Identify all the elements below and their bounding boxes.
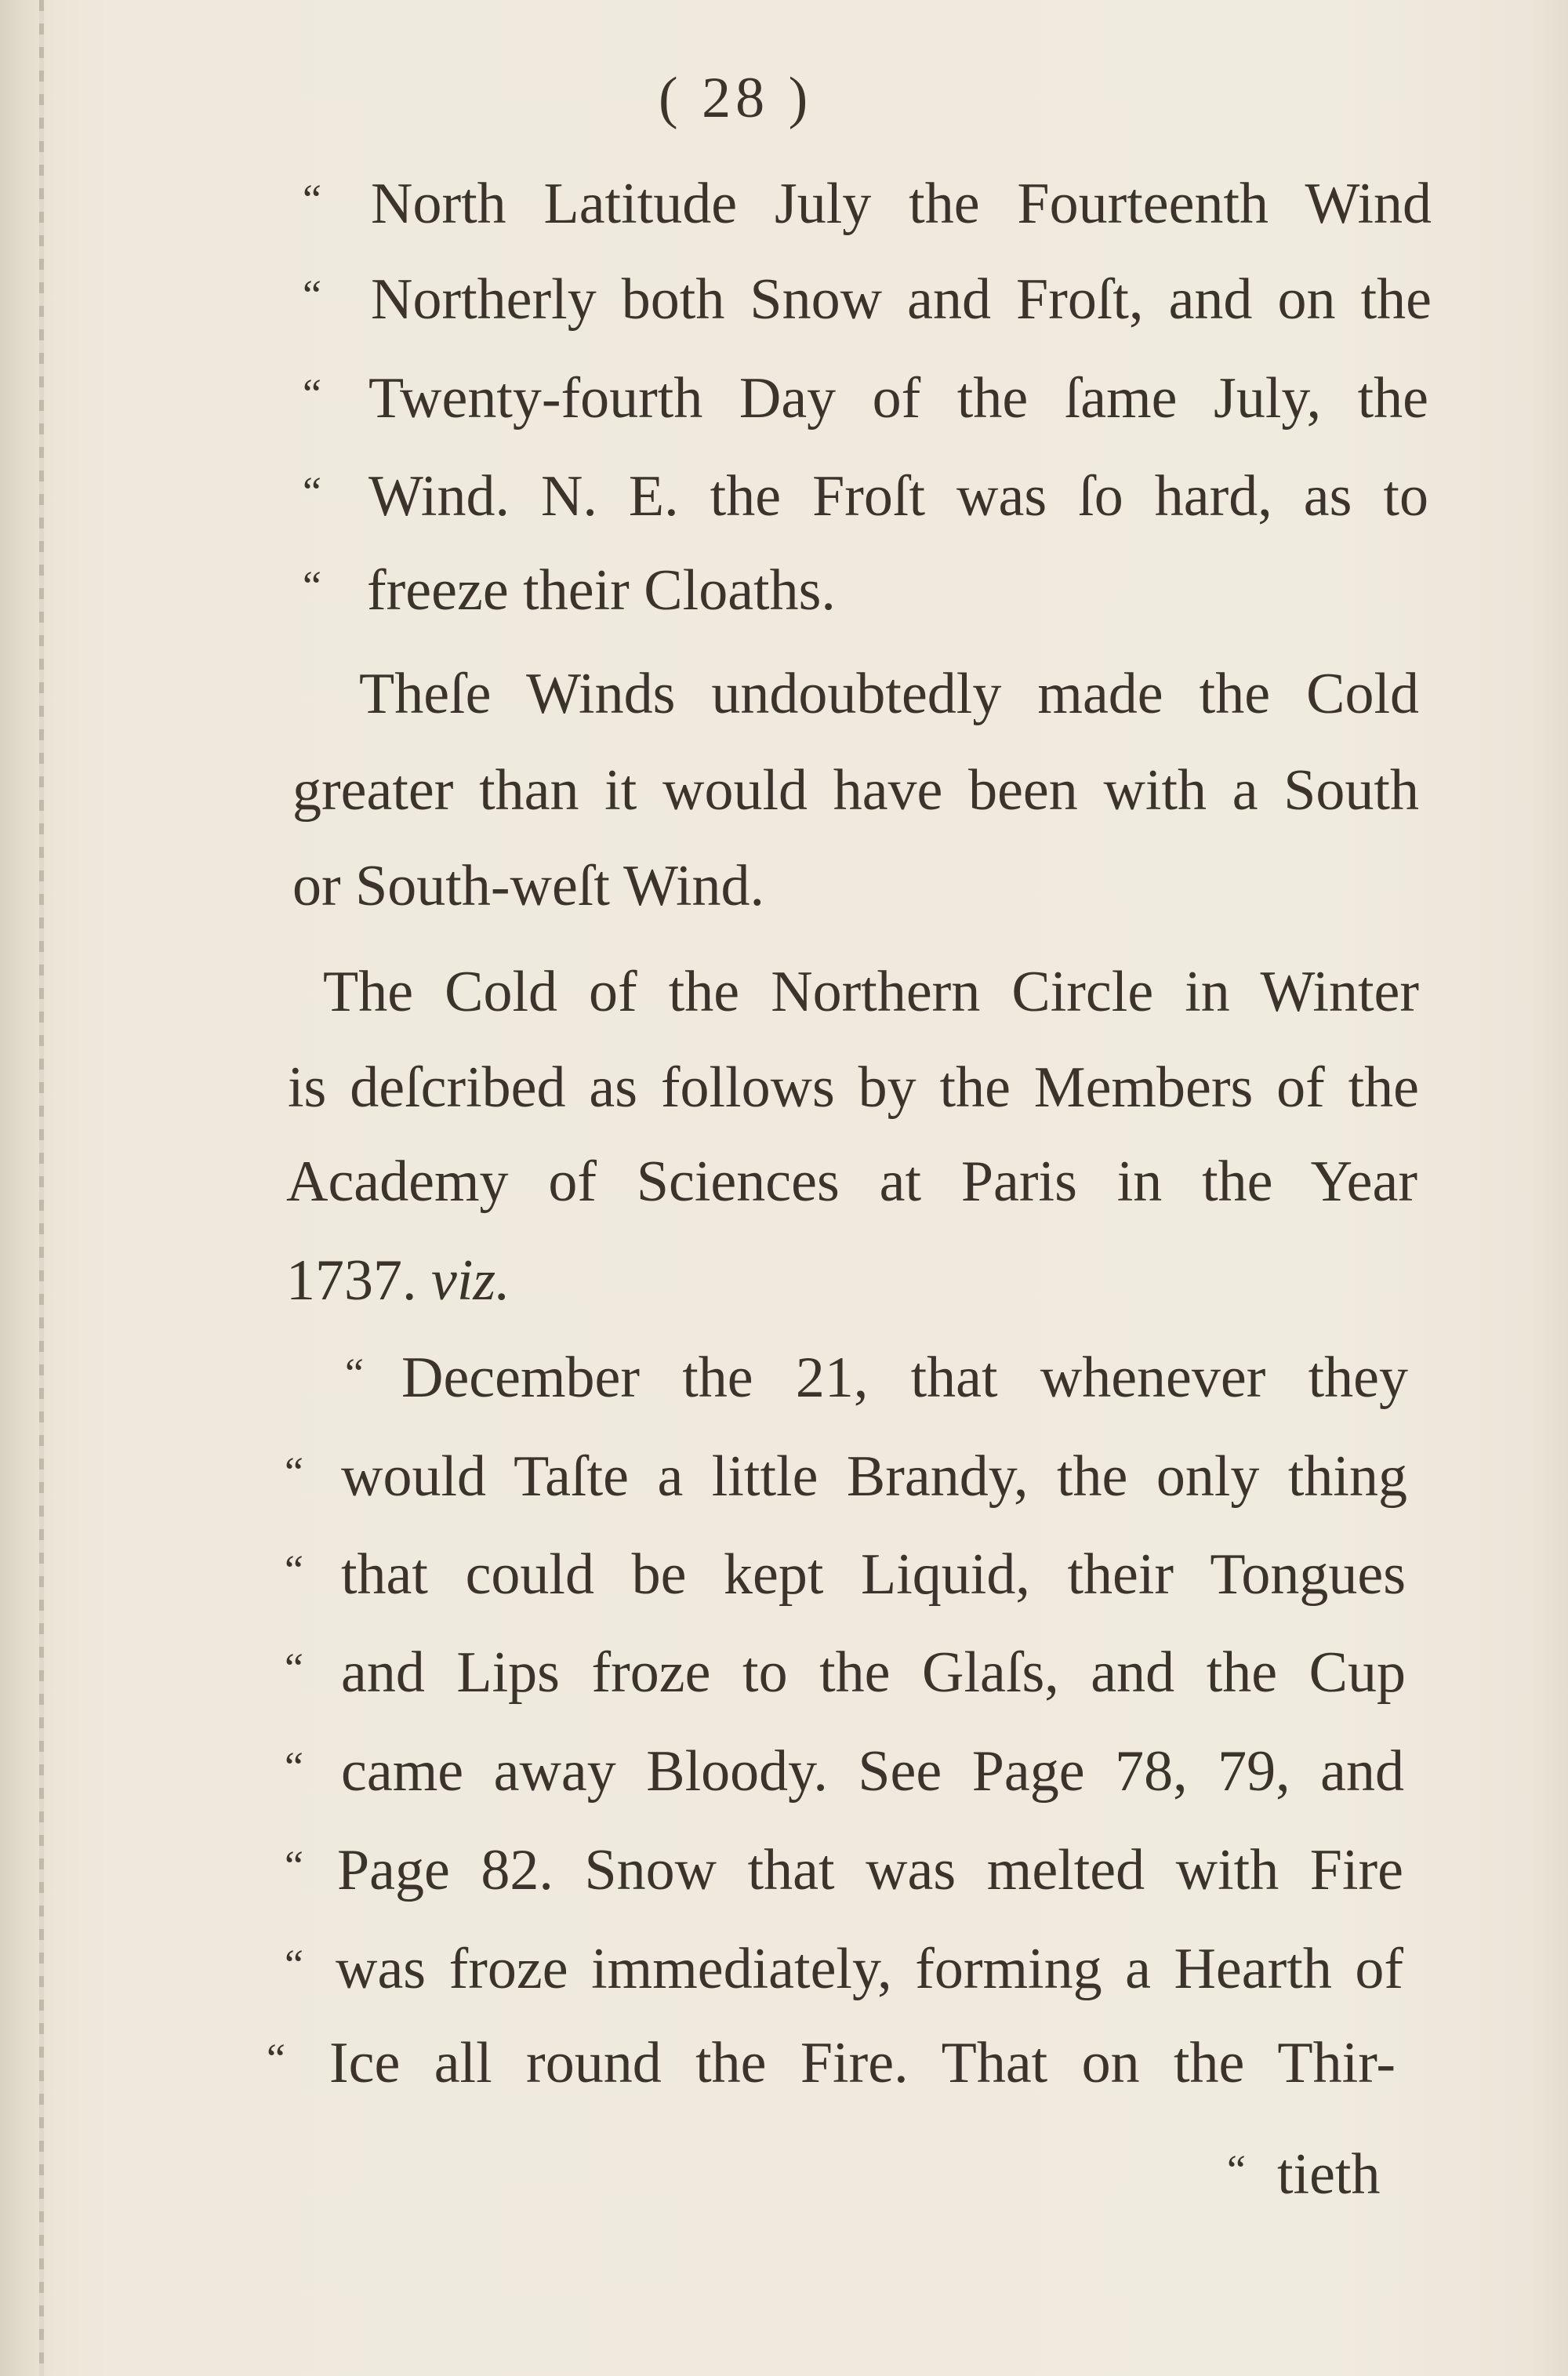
line-text: greater than it would have been with a South xyxy=(292,758,1419,823)
quote-mark: “ xyxy=(267,2035,285,2082)
text-line xyxy=(0,1342,1568,1413)
quote-mark: “ xyxy=(1227,2146,1246,2193)
text-line xyxy=(0,659,1568,729)
line-text: would Taſte a little Brandy, the only thing xyxy=(341,1444,1407,1509)
text-line xyxy=(0,2028,1568,2098)
line-text: December the 21, that whenever they xyxy=(401,1346,1408,1410)
quote-mark: “ xyxy=(285,1546,303,1593)
text-line xyxy=(0,1146,1568,1217)
text-line xyxy=(0,363,1568,434)
line-text: Page 82. Snow that was melted with Fire xyxy=(337,1838,1403,1902)
quote-mark: “ xyxy=(303,468,321,515)
line-text: and Lips froze to the Glaſs, and the Cup xyxy=(341,1640,1406,1705)
line-text: or South-weſt Wind. xyxy=(292,854,765,918)
line-text: came away Bloody. See Page 78, 79, and xyxy=(341,1739,1404,1804)
text-line xyxy=(0,461,1568,532)
quote-mark: “ xyxy=(303,271,321,318)
line-text: Northerly both Snow and Froſt, and on the xyxy=(371,267,1432,332)
line-text: freeze their Cloaths. xyxy=(367,558,836,623)
text-line xyxy=(0,1736,1568,1807)
text-line xyxy=(0,169,1568,239)
line-text: was froze immediately, forming a Hearth of xyxy=(336,1937,1403,2001)
line-text: 1737. xyxy=(286,1248,417,1313)
text-line xyxy=(0,264,1568,335)
text-line xyxy=(0,755,1568,826)
catchword xyxy=(1227,2134,1381,2210)
line-text: Academy of Sciences at Paris in the Year xyxy=(286,1150,1417,1214)
line-text: Twenty-fourth Day of the ſame July, the xyxy=(368,366,1428,431)
page-number: ( 28 ) xyxy=(659,66,813,130)
text-line xyxy=(0,1934,1568,2004)
line-text: The Cold of the Northern Circle in Winter xyxy=(323,960,1419,1024)
text-line xyxy=(0,1539,1568,1610)
line-text: that could be kept Liquid, their Tongues xyxy=(341,1542,1406,1607)
catchword-text: tieth xyxy=(1276,2142,1381,2207)
quote-mark: “ xyxy=(285,1743,303,1790)
text-line xyxy=(0,555,1568,626)
text-line xyxy=(0,851,1568,921)
line-text: North Latitude July the Fourteenth Wind xyxy=(371,172,1432,236)
quote-mark: “ xyxy=(303,562,321,609)
text-line xyxy=(0,1637,1568,1708)
quote-mark: “ xyxy=(285,1644,303,1691)
line-text: Ice all round the Fire. That on the Thir- xyxy=(329,2031,1396,2095)
line-text: Wind. N. E. the Froſt was ſo hard, as to xyxy=(368,464,1428,529)
quote-mark: “ xyxy=(285,1448,303,1495)
line-text-italic: viz. xyxy=(431,1248,510,1313)
quote-mark: “ xyxy=(303,370,321,417)
text-line xyxy=(0,1835,1568,1906)
quote-mark: “ xyxy=(285,1941,303,1988)
quote-mark: “ xyxy=(303,176,321,223)
line-text: Theſe Winds undoubtedly made the Cold xyxy=(359,662,1419,726)
text-line xyxy=(0,957,1568,1027)
text-line xyxy=(0,1441,1568,1512)
text-line xyxy=(286,1245,757,1316)
line-text: is deſcribed as follows by the Members of the xyxy=(288,1055,1419,1120)
quote-mark: “ xyxy=(285,1842,303,1889)
quote-mark: “ xyxy=(345,1350,364,1397)
text-line xyxy=(0,1052,1568,1123)
